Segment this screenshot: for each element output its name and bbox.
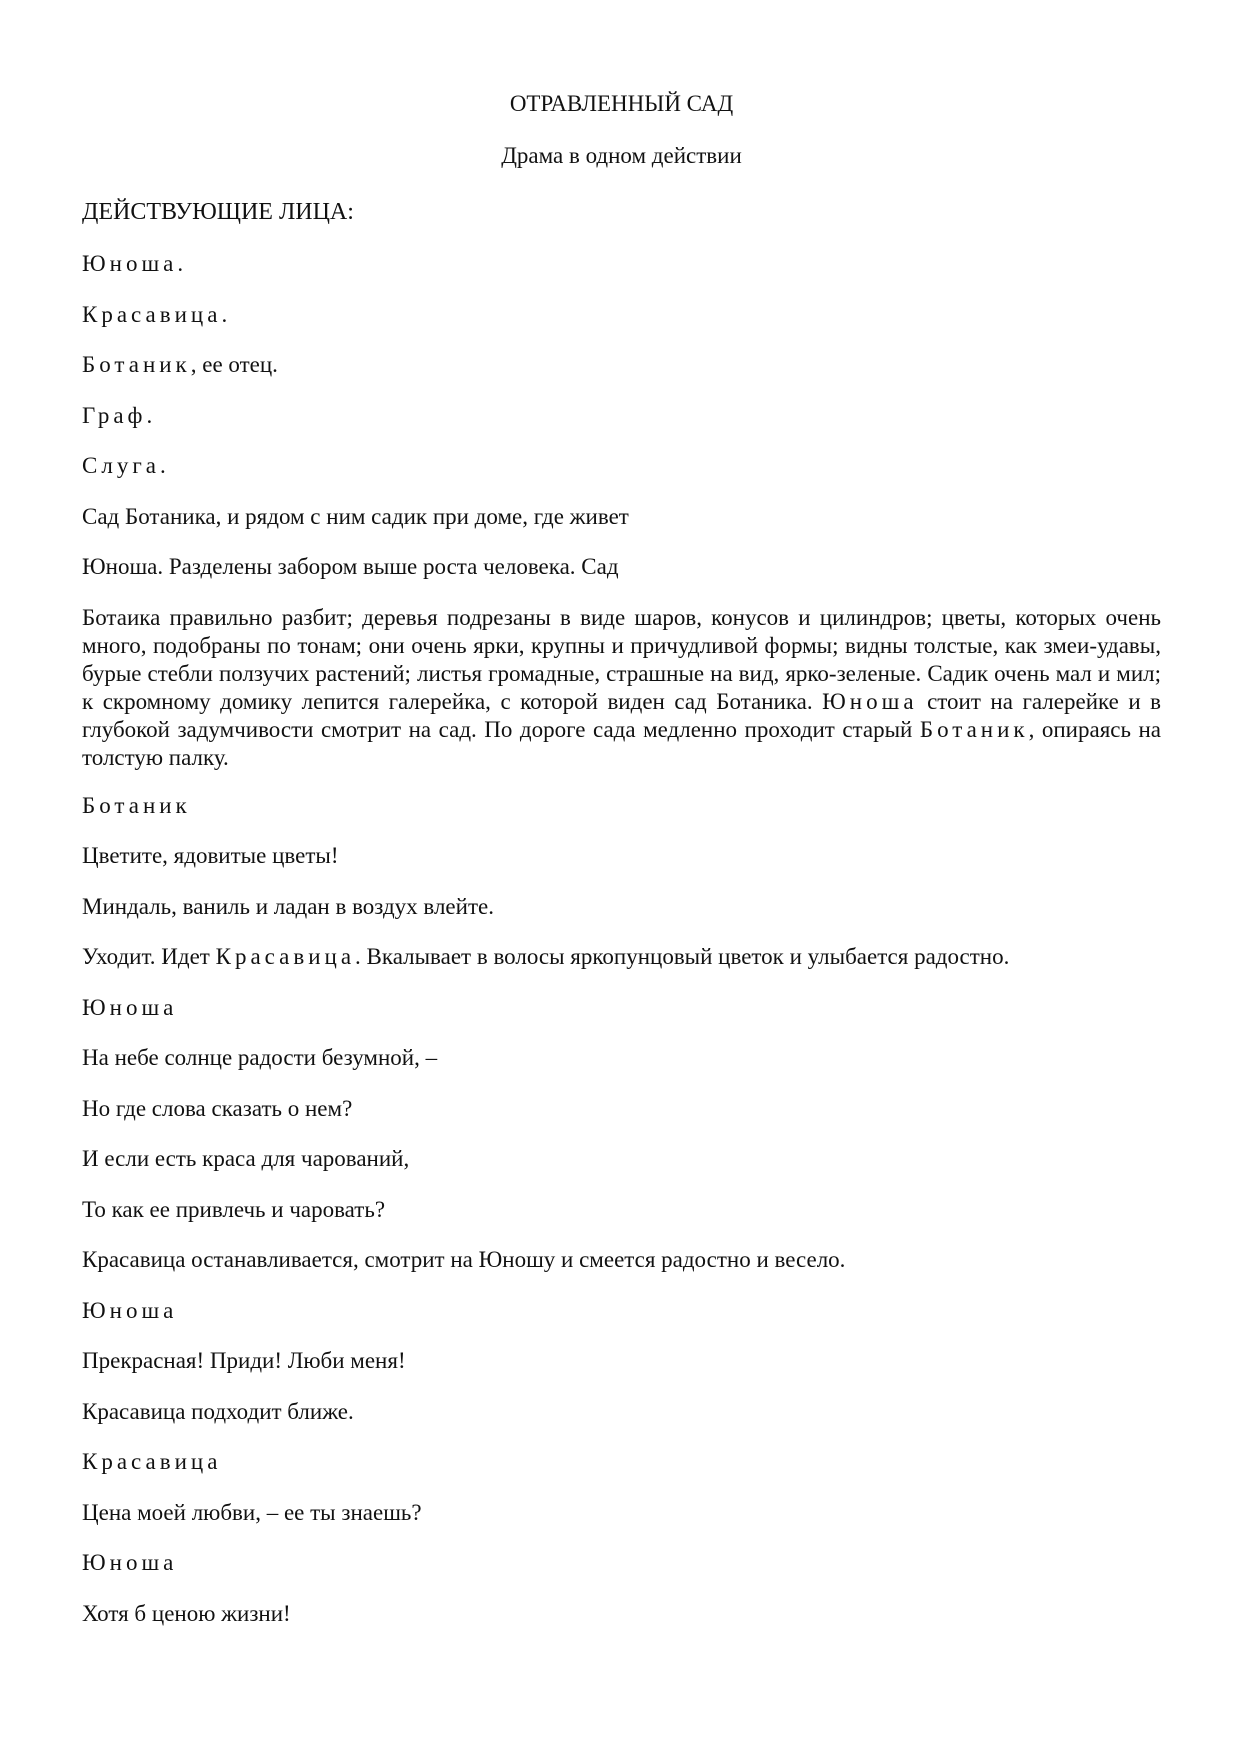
cast-suffix: .: [146, 402, 153, 428]
character-name: Ботаник: [919, 716, 1029, 742]
setting-text: , опираясь на толстую палку.: [82, 716, 1161, 770]
setting-line-2: Юноша. Разделены забором выше роста человека. Сад: [82, 554, 619, 579]
cast-item-servant: [82, 452, 1161, 480]
setting-text: стоит на галерейке и в глубокой задумчивости смотрит на сад. По дороге сада медленно проходит старый: [82, 688, 1162, 742]
cast-suffix: .: [177, 251, 184, 276]
setting-paragraph: [82, 604, 1161, 772]
setting-line-1: Сад Ботаника, и рядом с ним садик при доме, где живет: [82, 503, 629, 529]
play-title: ОТРАВЛЕННЫЙ САД: [509, 91, 734, 116]
stage-direction: Красавица подходит ближе.: [82, 1398, 354, 1424]
speaker-youth: Юноша: [82, 1297, 178, 1323]
speaker-youth: Юноша: [82, 994, 178, 1020]
setting-text: Ботаика правильно разбит; деревья подрезаны в виде шаров, конусов и цилиндров; цветы, которых очень много, подобраны по тонам; они очень ярки, крупны и причудливой формы; видны толстые, как змеи-удавы, бурые стебли ползучих растений; листья громадные, страшные на вид, ярко-зеленые. Садик очень мал и мил; к скромному домику лепится галерейка, с которой виден сад Ботаника.: [82, 604, 1161, 714]
character-name: Красавица: [215, 944, 356, 969]
dialogue-line: И если есть краса для чарований,: [82, 1146, 410, 1171]
dialogue-line: Хотя б ценою жизни!: [82, 1600, 291, 1626]
dialogue-line: На небе солнце радости безумной, –: [82, 1045, 438, 1070]
dialogue-line: То как ее привлечь и чаровать?: [82, 1196, 386, 1222]
cast-heading: ДЕЙСТВУЮЩИЕ ЛИЦА:: [82, 199, 354, 225]
speaker-beauty: Красавица: [82, 1449, 222, 1474]
cast-name: Красавица: [82, 301, 222, 327]
cast-item-beauty: [82, 301, 1161, 329]
cast-name: Юноша: [82, 251, 178, 276]
cast-item-count: [82, 402, 1161, 430]
cast-item-botanist: [82, 351, 1161, 379]
cast-item-youth: [82, 250, 1161, 278]
speaker-youth: Юноша: [82, 1550, 178, 1575]
stage-direction: [82, 943, 1161, 971]
dialogue-line: Но где слова сказать о нем?: [82, 1095, 353, 1121]
stage-text: . Вкалывает в волосы яркопунцовый цветок и улыбается радостно.: [355, 944, 1010, 969]
play-subtitle: Драма в одном действии: [501, 143, 742, 168]
dialogue-line: Прекрасная! Приди! Люби меня!: [82, 1348, 406, 1373]
cast-name: Слуга: [82, 453, 160, 478]
cast-name: Граф: [82, 402, 147, 428]
cast-suffix: , ее отец.: [190, 352, 278, 377]
character-name: Юноша: [822, 688, 918, 714]
dialogue-line: Миндаль, ваниль и ладан в воздух влейте.: [82, 893, 494, 919]
dialogue-line: Цветите, ядовитые цветы!: [82, 843, 339, 868]
document-page: [82, 90, 1161, 1650]
speaker-botanist: Ботаник: [82, 792, 191, 818]
cast-suffix: .: [221, 301, 228, 327]
cast-suffix: .: [159, 453, 166, 478]
dialogue-line: Цена моей любви, – ее ты знаешь?: [82, 1499, 422, 1525]
cast-name: Ботаник: [82, 352, 191, 377]
stage-direction: Красавица останавливается, смотрит на Юношу и смеется радостно и весело.: [82, 1247, 846, 1272]
stage-text: Уходит. Идет: [82, 944, 210, 969]
